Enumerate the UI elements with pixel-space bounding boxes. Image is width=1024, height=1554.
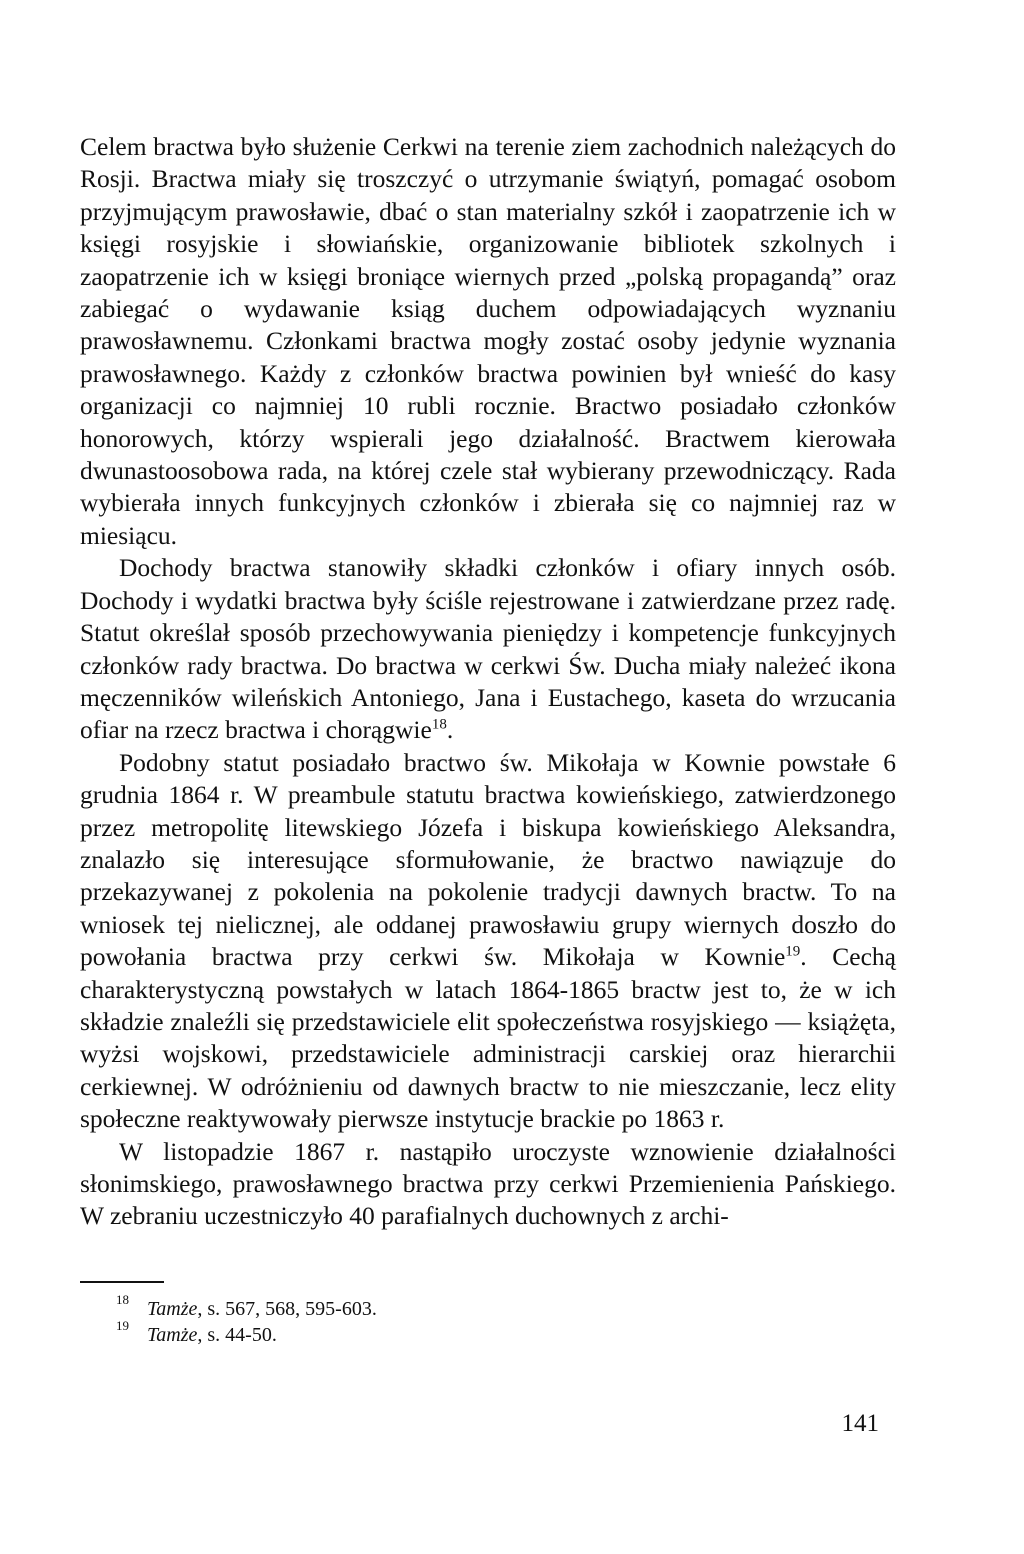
footnote-text [147, 1322, 277, 1348]
footnote-18 [116, 1292, 878, 1322]
page-number: 141 [841, 1410, 879, 1437]
footnote-19 [116, 1318, 878, 1348]
footnote-source: Tamże [147, 1324, 198, 1346]
page-body [80, 131, 896, 1233]
paragraph-2 [80, 552, 896, 746]
paragraph-2-end: . [446, 715, 454, 745]
paragraph-3 [80, 747, 896, 1136]
footnote-ref-19: 19 [785, 943, 801, 960]
footnote-separator [80, 1281, 164, 1283]
footnotes [116, 1292, 878, 1348]
paragraph-3-text: Podobny statut posiadało bractwo św. Mikołaja w Kownie powstałe 6 grudnia 1864 r. W preambule statutu bractwa kowieńskiego, zatwierdzonego przez metropolitę litewskiego Józefa i biskupa kowieńskiego Aleksandra, znalazło się interesujące sformułowanie, że bractwo nawiązuje do przekazywanej z pokolenia na pokolenie tradycji dawnych bractw. To na wniosek tej nielicznej, ale oddanej prawosławiu grupy wiernych doszło do powołania bractwa przy cerkwi św. Mikołaja w Kownie [80, 747, 896, 972]
paragraph-3-rest: . Cechą charakterystyczną powstałych w latach 1864-1865 bractw jest to, że w ich składzie znaleźli się przedstawiciele elit społeczeństwa rosyjskiego — książęta, wyżsi wojskowi, przedstawiciele administracji carskiej oraz hierarchii cerkiewnej. W odróżnieniu od dawnych bractw to nie mieszczanie, lecz elity społeczne reaktywowały pierwsze instytucje brackie po 1863 r. [80, 942, 896, 1134]
footnote-number: 18 [116, 1292, 129, 1307]
paragraph-1: Celem bractwa było służenie Cerkwi na terenie ziem zachodnich należących do Rosji. Bractwa miały się troszczyć o utrzymanie świątyń, pomagać osobom przyjmującym prawosławie, dbać o stan materialny szkół i zaopatrzenie ich w księgi rosyjskie i słowiańskie, organizowanie bibliotek szkolnych i zaopatrzenie ich w księgi broniące wiernych przed „polską propagandą” oraz zabiegać o wydawanie ksiąg duchem odpowiadających wyznaniu prawosławnemu. Członkami bractwa mogły zostać osoby jedynie wyznania prawosławnego. Każdy z członków bractwa powinien był wnieść do kasy organizacji co najmniej 10 rubli rocznie. Bractwo posiadało członków honorowych, którzy wspierali jego działalność. Bractwem kierowała dwunastoosobowa rada, na której czele stał wybierany przewodniczący. Rada wybierała innych funkcyjnych członków i zbierała się co najmniej raz w miesiącu. [80, 132, 896, 550]
footnote-pages: , s. 44-50. [197, 1324, 277, 1346]
footnote-number: 19 [116, 1318, 129, 1333]
footnote-ref-18: 18 [431, 716, 447, 733]
footnote-source: Tamże [147, 1298, 198, 1320]
paragraph-2-text: Dochody bractwa stanowiły składki członków i ofiary innych osób. Dochody i wydatki bractwa były ściśle rejestrowane i zatwierdzane przez radę. Statut określał sposób przechowywania pieniędzy i kompetencje funkcyjnych członków rady bractwa. Do bractwa w cerkwi Św. Ducha miały należeć ikona męczenników wileńskich Antoniego, Jana i Eustachego, kaseta do wrzucania ofiar na rzecz bractwa i chorągwie [80, 553, 896, 745]
paragraph-4: W listopadzie 1867 r. nastąpiło uroczyste wznowienie działalności słonimskiego, prawosławnego bractwa przy cerkwi Przemienienia Pańskiego. W zebraniu uczestniczyło 40 parafialnych duchownych z archi- [80, 1136, 896, 1231]
footnote-text [147, 1296, 377, 1322]
footnote-pages: , s. 567, 568, 595-603. [197, 1298, 377, 1320]
